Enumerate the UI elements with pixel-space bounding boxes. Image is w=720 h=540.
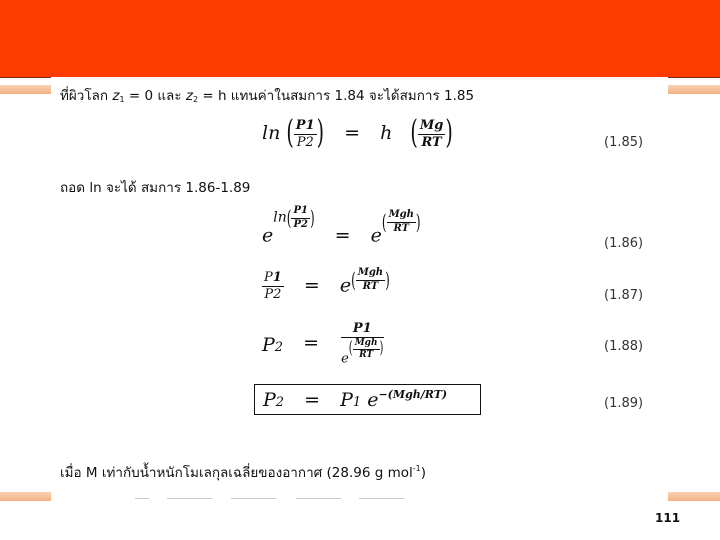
intro-eqh: = h แทนค่าในสมการ 1.84 จะได้สมการ 1.85: [198, 88, 475, 104]
mgh-text: Mgh: [387, 210, 416, 223]
z1-subscript: 1: [119, 95, 125, 104]
header-bar: [0, 0, 720, 78]
e-symbol: e: [341, 351, 349, 367]
divider-line: [167, 498, 212, 499]
footer-note: [60, 461, 426, 483]
header-stripe-right: [668, 85, 720, 94]
divider-line: [359, 498, 404, 499]
equation-1-86: eln( $\frac{P1}{P2}$ ) = e( $\frac{\text{Mgh}}{RT}$ ): [262, 205, 421, 247]
p-symbol: P: [352, 321, 363, 336]
z2-subscript: 2: [192, 95, 199, 104]
equals-sign: =: [334, 224, 351, 247]
ln-text: ln: [273, 209, 287, 226]
divider-line: [135, 498, 149, 499]
equation-1-87: $\frac{P1}{P2}$ = e( $\frac{\text{Mgh}}{RT}$ ): [264, 267, 390, 302]
p-symbol: P: [264, 270, 273, 286]
sub-1: 1: [272, 270, 282, 286]
sub-1: 1: [352, 395, 362, 410]
header-stripe-left: [0, 85, 51, 94]
eq-label-1-86: (1.86): [604, 236, 644, 251]
equals-sign: =: [304, 389, 321, 411]
takeln-text: ถอด ln จะได้ สมการ 1.86-1.89: [60, 180, 251, 196]
p-symbol: P: [340, 389, 353, 411]
footer-note-text: เมื่อ M เท่ากับน้ำหนักโมเลกุลเฉลี่ยของอากาศ (28.96 g mol: [60, 465, 413, 481]
sub-2: 2: [275, 395, 285, 410]
equals-sign: =: [303, 274, 320, 297]
footer-note-sup: -1: [412, 464, 421, 473]
e-symbol: e: [367, 389, 379, 411]
eq-label-1-87: (1.87): [604, 288, 644, 303]
divider-line: [296, 498, 341, 499]
p-symbol: P: [264, 287, 274, 302]
p-symbol: P: [293, 218, 301, 230]
exponent-text: −(Mgh/RT): [378, 388, 448, 401]
e-symbol: e: [370, 224, 382, 247]
p-symbol: P: [296, 134, 306, 150]
z-symbol: z: [112, 88, 120, 104]
p-symbol: P: [293, 205, 301, 216]
equation-1-89: [263, 388, 447, 411]
divider-line: [231, 498, 276, 499]
equation-1-88: P2 = P1 e( $\frac{\text{Mgh}}{RT}$ ): [262, 321, 384, 367]
sub-2: 2: [300, 218, 308, 230]
rt-text: RT: [362, 280, 379, 292]
rt-text: RT: [421, 134, 442, 150]
footer-stripe-left: [0, 492, 51, 501]
p2-term: [262, 334, 283, 356]
rt-text: RT: [393, 222, 410, 234]
sub-2: 2: [274, 339, 284, 355]
equation-1-85: ln ( $\frac{P1}{P2}$ ) = h ( $\frac{Mg}{RT}$ ): [262, 114, 453, 152]
eq-label-1-85: (1.85): [604, 135, 644, 150]
ln-text: ln: [262, 122, 281, 145]
sub-1: 1: [362, 321, 372, 336]
eq-label-1-88: (1.88): [604, 339, 644, 354]
rt-text: RT: [359, 350, 374, 361]
intro-prefix: ที่ผิวโลก: [60, 88, 113, 104]
equals-sign: =: [344, 122, 361, 145]
e-symbol: e: [262, 224, 274, 247]
mgh-text: Mgh: [353, 339, 380, 350]
mgh-text: Mgh: [356, 268, 385, 281]
z-symbol: z: [185, 88, 193, 104]
sub-2: 2: [273, 287, 282, 302]
sub-1: 1: [300, 205, 308, 216]
footer-stripe-right: [668, 492, 720, 501]
sub-1: 1: [305, 118, 315, 133]
eq-label-1-89: (1.89): [604, 396, 644, 411]
mg-text: Mg: [419, 118, 444, 133]
e-symbol: e: [339, 274, 352, 297]
sub-2: 2: [305, 134, 314, 150]
footer-note-close: ): [420, 465, 426, 481]
p-symbol: P: [263, 389, 276, 411]
p-symbol: P: [262, 333, 275, 356]
intro-text: [60, 84, 474, 106]
p-symbol: P: [295, 118, 306, 133]
h-symbol: h: [380, 122, 393, 145]
equals-sign: =: [303, 331, 320, 354]
intro-eq0: = 0 และ: [124, 88, 186, 104]
page-number: 111: [655, 511, 681, 525]
